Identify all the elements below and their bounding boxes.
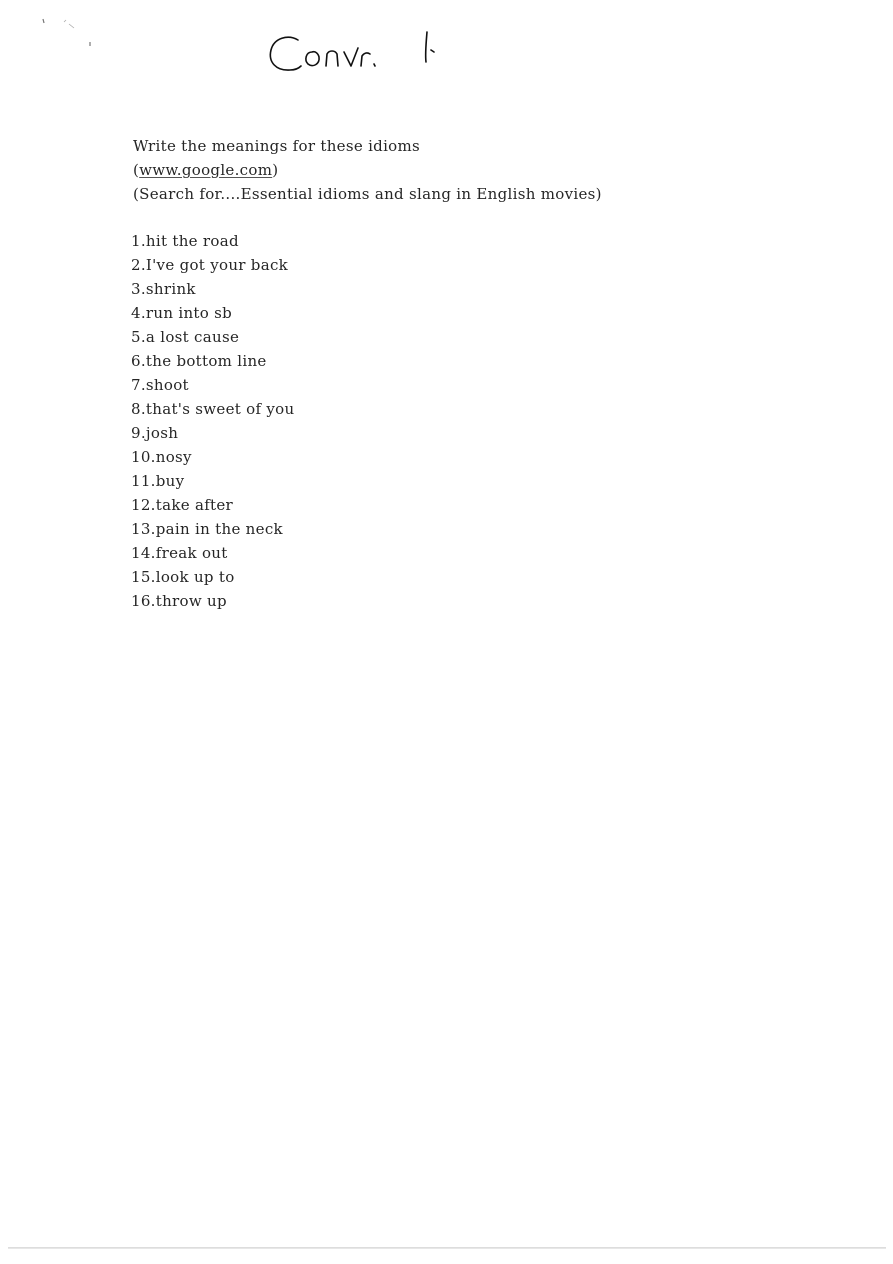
list-item: 14.freak out bbox=[131, 544, 228, 562]
handwritten-title bbox=[266, 26, 456, 80]
list-item: 5.a lost cause bbox=[131, 328, 240, 346]
open-paren: ( bbox=[133, 161, 140, 179]
instruction-line: Write the meanings for these idioms bbox=[133, 137, 421, 155]
list-item: 11.buy bbox=[131, 472, 185, 490]
list-item: 3.shrink bbox=[131, 280, 196, 298]
list-item: 15.look up to bbox=[131, 568, 235, 586]
list-item: 9.josh bbox=[131, 424, 179, 442]
list-item: 4.run into sb bbox=[131, 304, 233, 322]
list-item: 6.the bottom line bbox=[131, 352, 267, 370]
idiom-list bbox=[131, 229, 294, 613]
list-item: 2.I've got your back bbox=[131, 256, 289, 274]
google-link[interactable]: www.google.com bbox=[139, 161, 273, 179]
instructions-block bbox=[133, 134, 602, 206]
list-item: 12.take after bbox=[131, 496, 234, 514]
list-item: 16.throw up bbox=[131, 592, 227, 610]
list-item: 8.that's sweet of you bbox=[131, 400, 295, 418]
list-item: 1.hit the road bbox=[131, 232, 239, 250]
list-item: 7.shoot bbox=[131, 376, 189, 394]
scan-edge-line bbox=[8, 1247, 886, 1249]
reference-line bbox=[133, 158, 602, 182]
scan-specks bbox=[38, 14, 98, 54]
list-item: 13.pain in the neck bbox=[131, 520, 283, 538]
list-item: 10.nosy bbox=[131, 448, 192, 466]
close-paren: ) bbox=[272, 161, 279, 179]
search-hint-line: (Search for....Essential idioms and slang in English movies) bbox=[133, 185, 602, 203]
